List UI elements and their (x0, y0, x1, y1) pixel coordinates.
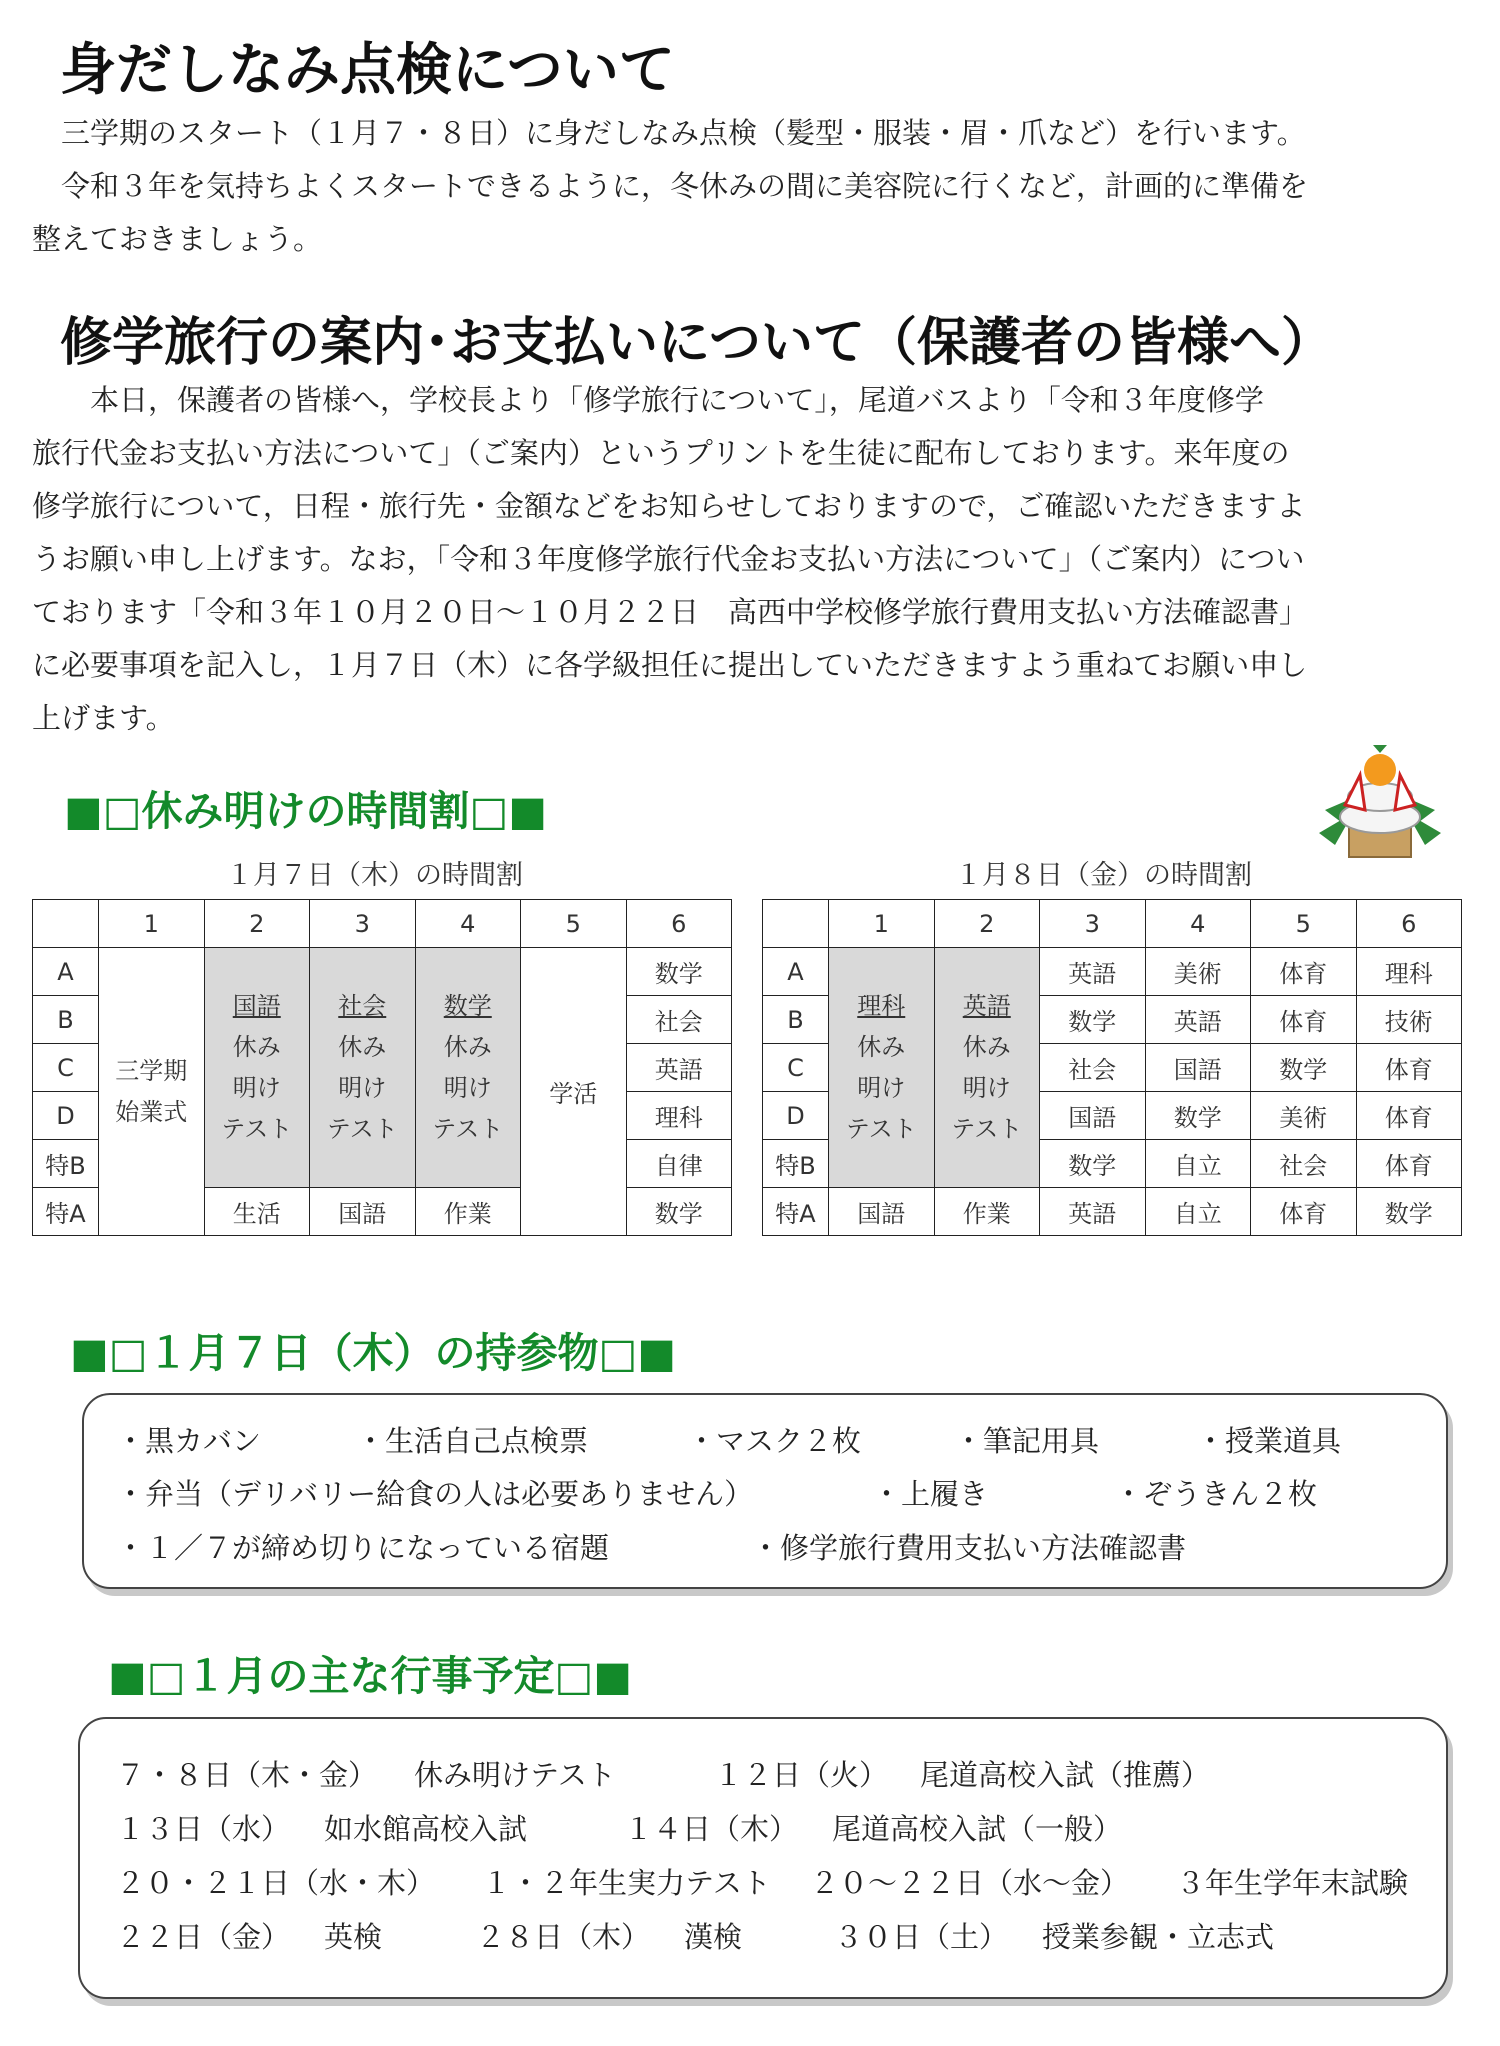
period-header: 1 (99, 900, 205, 948)
subject-cell: 社会 (1251, 1140, 1357, 1188)
paragraph-line: 修学旅行について，日程・旅行先・金額などをお知らせしておりますので，ご確認いただきますよ (32, 489, 1306, 523)
subject-cell: 理科 (1356, 948, 1462, 996)
event-date: ２０～２２日（水～金） (810, 1866, 1130, 1900)
cell-line: テスト (951, 1114, 1023, 1143)
subject-cell: 体育 (1251, 1188, 1357, 1236)
cell-line: テスト (432, 1114, 504, 1143)
test-subject: 英語 (962, 991, 1011, 1020)
cell-line: 休み (443, 1032, 492, 1061)
timetable-heading: ■□休み明けの時間割□■ (64, 787, 547, 835)
items-box (82, 1393, 1448, 1589)
class-label: A (763, 948, 829, 996)
class-label: B (33, 996, 99, 1044)
event-name: 授業参観・立志式 (1042, 1920, 1275, 1954)
subject-cell: 数学 (1040, 996, 1146, 1044)
event-date: ３０日（土） (834, 1920, 1009, 1954)
event-date: １２日（火） (714, 1758, 889, 1792)
subject-cell: 美術 (1251, 1092, 1357, 1140)
class-label: D (763, 1092, 829, 1140)
test-cell (829, 948, 935, 1188)
paragraph-line: うお願い申し上げます。なお，「令和３年度修学旅行代金お支払い方法について」（ご案内）につい (32, 542, 1305, 576)
subject-cell: 国語 (1145, 1044, 1251, 1092)
paragraph-line: 整えておきましょう。 (32, 222, 323, 256)
subject-cell: 社会 (1040, 1044, 1146, 1092)
homeroom-cell: 学活 (521, 948, 627, 1236)
period-header: 5 (1251, 900, 1357, 948)
timetable-day2-caption: １月８日（金）の時間割 (955, 860, 1252, 891)
subject-cell: 自立 (1145, 1188, 1251, 1236)
events-box (78, 1717, 1448, 1999)
class-label: 特A (33, 1188, 99, 1236)
paragraph-line: 本日，保護者の皆様へ，学校長より「修学旅行について」，尾道バスより「令和３年度修学 (32, 383, 1264, 417)
subject-cell: 数学 (1040, 1140, 1146, 1188)
paragraph-line: 上げます。 (32, 701, 175, 735)
item-homework: ・１／７が締め切りになっている宿題 (116, 1531, 610, 1565)
period-header: 3 (1040, 900, 1146, 948)
header-corner-cell (33, 900, 99, 948)
cell-line: 三学期 (115, 1056, 188, 1085)
test-subject: 数学 (443, 991, 492, 1020)
period-header: 2 (934, 900, 1040, 948)
subject-cell: 英語 (626, 1044, 732, 1092)
timetable-day1 (32, 899, 732, 1236)
subject-cell: 自立 (1145, 1140, 1251, 1188)
event-date: ２０・２１日（水・木） (116, 1866, 436, 1900)
class-label: 特B (763, 1140, 829, 1188)
timetable-day1-caption: １月７日（木）の時間割 (226, 860, 523, 891)
period-header: 3 (310, 900, 416, 948)
event-name: 尾道高校入試（推薦） (920, 1758, 1211, 1792)
subject-cell: 作業 (934, 1188, 1040, 1236)
event-date: ７・８日（木・金） (116, 1758, 378, 1792)
test-cell (934, 948, 1040, 1188)
item-payment-form: ・修学旅行費用支払い方法確認書 (751, 1531, 1187, 1565)
paragraph-line: 令和３年を気持ちよくスタートできるように，冬休みの間に美容院に行くなど，計画的に準備を (32, 169, 1309, 203)
subject-cell: 英語 (1145, 996, 1251, 1044)
cell-line: 明け (962, 1073, 1011, 1102)
section-title-grooming: 身だしなみ点検について (60, 38, 675, 103)
period-header: 2 (204, 900, 310, 948)
subject-cell: 美術 (1145, 948, 1251, 996)
subject-cell: 数学 (626, 948, 732, 996)
subject-cell: 体育 (1356, 1140, 1462, 1188)
cell-line: テスト (845, 1114, 917, 1143)
section-title-school-trip: 修学旅行の案内･お支払いについて（保護者の皆様へ） (60, 313, 1333, 373)
items-heading: ■□１月７日（木）の持参物□■ (70, 1329, 676, 1377)
class-label: B (763, 996, 829, 1044)
paragraph-line: 三学期のスタート（１月７・８日）に身だしなみ点検（髪型・服装・眉・爪など）を行います。 (32, 116, 1306, 150)
paragraph-line: に必要事項を記入し，１月７日（木）に各学級担任に提出していただきますよう重ねてお願い申し (32, 648, 1308, 682)
item-bag: ・黒カバン (116, 1424, 262, 1458)
subject-cell: 英語 (1040, 1188, 1146, 1236)
event-date: １３日（水） (116, 1812, 291, 1846)
class-label: 特A (763, 1188, 829, 1236)
period-header: 4 (415, 900, 521, 948)
cell-line: テスト (221, 1114, 293, 1143)
class-label: C (763, 1044, 829, 1092)
test-cell (415, 948, 521, 1188)
cell-line: 明け (443, 1073, 492, 1102)
event-name: 如水館高校入試 (324, 1812, 528, 1846)
cell-line: 休み (857, 1032, 906, 1061)
subject-cell: 数学 (1145, 1092, 1251, 1140)
item-lunch: ・弁当（デリバリー給食の人は必要ありません） (116, 1477, 754, 1511)
subject-cell: 技術 (1356, 996, 1462, 1044)
subject-cell: 作業 (415, 1188, 521, 1236)
paragraph-line: 旅行代金お支払い方法について」（ご案内）というプリントを生徒に配布しております。来年度の (32, 436, 1290, 470)
period-header: 6 (1356, 900, 1462, 948)
period-header: 6 (626, 900, 732, 948)
event-name: ３年生学年末試験 (1176, 1866, 1409, 1900)
item-rags: ・ぞうきん２枚 (1114, 1477, 1318, 1511)
subject-cell: 数学 (626, 1188, 732, 1236)
test-subject: 理科 (857, 991, 906, 1020)
period-header: 1 (829, 900, 935, 948)
school-trip-paragraph (32, 374, 1308, 745)
grooming-paragraph (32, 107, 1308, 266)
subject-cell: 理科 (626, 1092, 732, 1140)
class-label: A (33, 948, 99, 996)
class-label: D (33, 1092, 99, 1140)
timetable-day2 (762, 899, 1462, 1236)
subject-cell: 国語 (310, 1188, 416, 1236)
test-subject: 社会 (338, 991, 387, 1020)
subject-cell: 国語 (1040, 1092, 1146, 1140)
event-date: １４日（木） (624, 1812, 799, 1846)
subject-cell: 体育 (1251, 948, 1357, 996)
kagami-mochi-icon (1305, 715, 1455, 865)
event-name: １・２年生実力テスト (482, 1866, 771, 1900)
test-subject: 国語 (232, 991, 281, 1020)
subject-cell: 数学 (1356, 1188, 1462, 1236)
item-masks: ・マスク２枚 (687, 1424, 862, 1458)
item-checklist: ・生活自己点検票 (356, 1424, 589, 1458)
item-class-materials: ・授業道具 (1196, 1424, 1342, 1458)
test-cell (310, 948, 416, 1188)
cell-line: 明け (232, 1073, 281, 1102)
cell-line: テスト (326, 1114, 398, 1143)
cell-line: 休み (338, 1032, 387, 1061)
event-name: 英検 (324, 1920, 383, 1954)
subject-cell: 国語 (829, 1188, 935, 1236)
subject-cell: 英語 (1040, 948, 1146, 996)
event-name: 休み明けテスト (414, 1758, 616, 1792)
item-indoor-shoes: ・上履き (872, 1477, 989, 1511)
events-heading: ■□１月の主な行事予定□■ (108, 1652, 632, 1700)
cell-line: 明け (857, 1073, 906, 1102)
opening-ceremony-cell (99, 948, 205, 1236)
cell-line: 休み (962, 1032, 1011, 1061)
cell-line: 休み (232, 1032, 281, 1061)
subject-cell: 体育 (1356, 1092, 1462, 1140)
subject-cell: 自律 (626, 1140, 732, 1188)
class-label: 特B (33, 1140, 99, 1188)
event-date: ２８日（木） (476, 1920, 651, 1954)
subject-cell: 社会 (626, 996, 732, 1044)
event-name: 漢検 (684, 1920, 743, 1954)
subject-cell: 体育 (1251, 996, 1357, 1044)
event-name: 尾道高校入試（一般） (832, 1812, 1123, 1846)
item-stationery: ・筆記用具 (954, 1424, 1100, 1458)
event-date: ２２日（金） (116, 1920, 291, 1954)
subject-cell: 生活 (204, 1188, 310, 1236)
subject-cell: 数学 (1251, 1044, 1357, 1092)
period-header: 4 (1145, 900, 1251, 948)
class-label: C (33, 1044, 99, 1092)
test-cell (204, 948, 310, 1188)
cell-line: 明け (338, 1073, 387, 1102)
cell-line: 始業式 (115, 1097, 188, 1126)
header-corner-cell (763, 900, 829, 948)
subject-cell: 体育 (1356, 1044, 1462, 1092)
period-header: 5 (521, 900, 627, 948)
paragraph-line: ております「令和３年１０月２０日～１０月２２日 高西中学校修学旅行費用支払い方法確認書」 (32, 595, 1309, 629)
